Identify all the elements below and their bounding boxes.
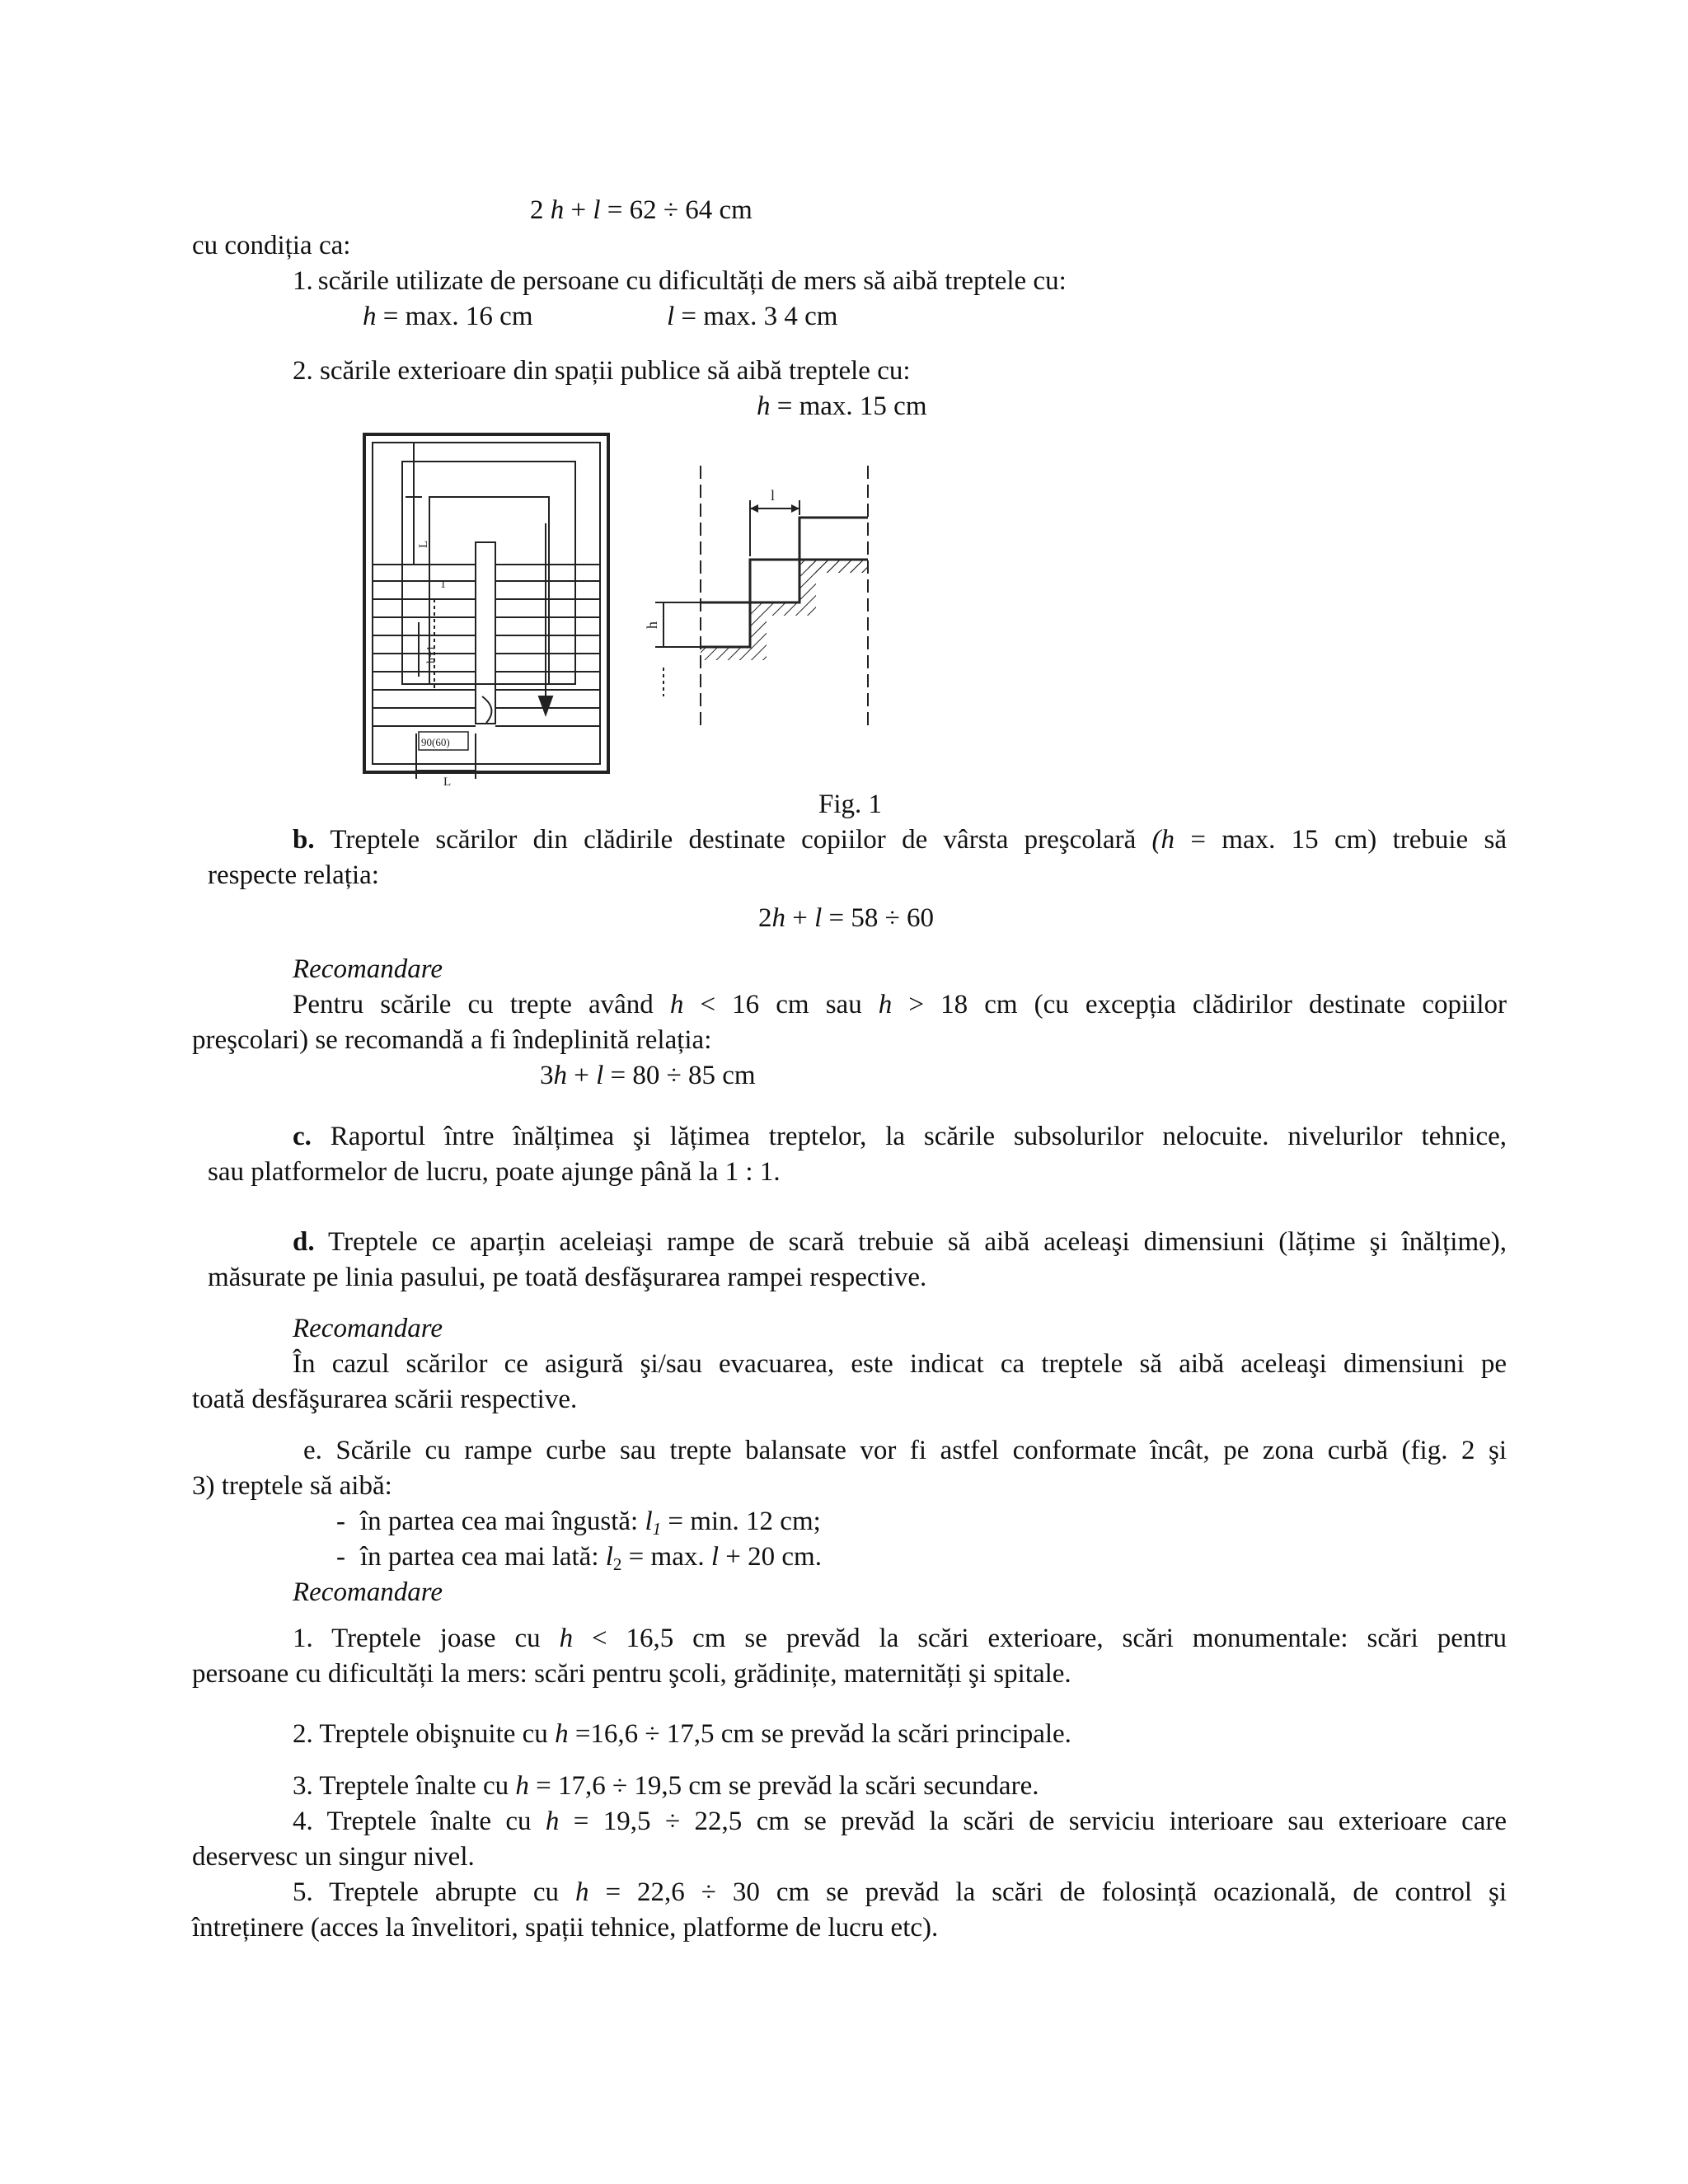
item-text: = 19,5 ÷ 22,5 cm se prevăd la scări de serviciu interioare sau exterioare care [559,1807,1507,1836]
var-l: l [710,1542,720,1572]
condition-1 [293,263,1067,299]
var-l: l [645,1507,653,1536]
recommendation-2-cont: toată desfăşurarea scării respective. [192,1385,578,1414]
condition-2: 2. scările exterioare din spații publice să aibă treptele cu: [293,356,911,386]
recommendation-title: Recomandare [293,1577,443,1607]
bullet-1 [336,1503,821,1540]
paragraph-var: (h [1151,825,1175,855]
var-l: l [605,1542,613,1572]
paragraph-text: Treptele scărilor din clădirile destinate copiilor de vârsta preşcolară [314,825,1152,855]
item-1 [293,1620,1507,1657]
plan-label-top: L [417,540,430,548]
bullet-value: = min. 12 cm; [661,1507,821,1536]
formula-c [540,1057,756,1094]
var-h: h [555,1719,569,1749]
paragraph-c [293,1118,1507,1155]
bullet-text: în partea cea mai lată: [360,1542,606,1572]
formula-var-h: h [771,903,785,933]
paragraph-letter: c. [293,1122,312,1151]
item-4-cont: deservesc un singur nivel. [192,1842,475,1872]
figure-caption: Fig. 1 [818,790,883,819]
var-h: h [574,1877,589,1907]
paragraph-c-cont: sau platformelor de lucru, poate ajunge până la 1 : 1. [208,1157,781,1187]
item-1-cont: persoane cu dificultăți la mers: scări pentru şcoli, grădinițe, maternități şi spitale. [192,1659,1071,1689]
item-text: 4. Treptele înalte cu [293,1807,546,1836]
formula-text: = 58 ÷ 60 [822,903,935,933]
plan-label-width: 90(60) [421,736,450,748]
var-h: h [669,990,684,1019]
paragraph-e-cont: 3) treptele să aibă: [192,1471,392,1501]
var-h: h [559,1624,574,1653]
formula-b [758,900,934,936]
formula-var-l: l [593,195,601,225]
var-h: h [545,1807,560,1836]
bullet-value: + 20 cm. [719,1542,822,1572]
value-text: = max. 15 cm [770,391,927,421]
paragraph-e: e. Scările cu rampe curbe sau trepte balansate vor fi astfel conformate încât, pe zona curbă (fig. 2 şi [303,1436,1507,1465]
item-text: 1. Treptele joase cu [293,1624,560,1653]
section-label-tread: l [771,487,776,504]
formula-var-l: l [596,1061,604,1090]
formula-text: 3 [540,1061,554,1090]
rec-text: Pentru scările cu trepte având [293,990,670,1019]
bullet-2 [336,1539,822,1575]
bullet-value: = max. [621,1542,711,1572]
formula-var-l: l [814,903,823,933]
formula-text: + [564,195,593,225]
paragraph-letter: b. [293,825,315,855]
step-section-drawing [639,457,886,729]
item-text: < 16,5 cm se prevăd la scări exterioare, scări monumentale: scări pentru [573,1624,1507,1653]
condition-intro: cu condiția ca: [192,231,351,260]
condition-1-l [667,298,837,335]
formula-var-h: h [553,1061,567,1090]
paragraph-d-cont: măsurate pe linia pasului, pe toată desfăşurarea rampei respective. [208,1263,927,1292]
section-label-riser: h [644,621,660,629]
paragraph-b [293,822,1507,858]
recommendation-title: Recomandare [293,954,443,984]
subscript: 1 [652,1519,662,1539]
subscript: 2 [612,1554,622,1574]
formula-text: + [567,1061,597,1090]
recommendation-title: Recomandare [293,1314,443,1343]
recommendation-1-text [293,987,1507,1023]
item-text: =16,6 ÷ 17,5 cm se prevăd la scări principale. [568,1719,1071,1749]
paragraph-d [293,1224,1507,1260]
formula-text: + [785,903,815,933]
formula-text: = 80 ÷ 85 cm [603,1061,756,1090]
var-h: h [515,1771,529,1801]
rec-text: > 18 cm (cu excepția clădirilor destinate copiilor [892,990,1507,1019]
item-text: = 22,6 ÷ 30 cm se prevăd la scări de folosință ocazională, de control şi [588,1877,1507,1907]
item-3 [293,1768,1039,1804]
rec-text: < 16 cm sau [683,990,879,1019]
paragraph-text: Raportul între înălțimea şi lățimea treptelor, la scările subsolurilor nelocuite. nivelurilor tehnice, [311,1122,1507,1151]
condition-text: scările utilizate de persoane cu dificultăți de mers să aibă treptele cu: [317,266,1067,296]
item-4 [293,1803,1507,1840]
item-text: 5. Treptele abrupte cu [293,1877,575,1907]
var-l: l [667,302,675,331]
item-text: = 17,6 ÷ 19,5 cm se prevăd la scări secundare. [528,1771,1039,1801]
formula-1 [530,192,753,228]
bullet-text: în partea cea mai îngustă: [360,1507,645,1536]
item-text: 2. Treptele obişnuite cu [293,1719,556,1749]
bullet-dash: - [336,1507,345,1536]
formula-var-h: h [550,195,565,225]
bullet-dash: - [336,1542,345,1572]
var-h: h [757,391,771,421]
paragraph-b-cont: respecte relația: [208,860,379,890]
plan-label-step: 1 [440,579,446,591]
var-h: h [363,302,377,331]
paragraph-text: = max. 15 cm) trebuie să [1175,825,1507,855]
paragraph-text: Treptele ce aparțin aceleiaşi rampe de scară trebuie să aibă aceleaşi dimensiuni (lățime şi înălțime), [314,1227,1507,1257]
var-h: h [878,990,893,1019]
item-2 [293,1716,1071,1752]
condition-1-h [363,298,533,335]
formula-text: 2 [758,903,772,933]
plan-label-bottom: L [443,776,452,787]
value-text: = max. 3 4 cm [674,302,838,331]
item-5 [293,1874,1507,1910]
plan-label-side: h+1 [425,645,438,663]
value-text: = max. 16 cm [376,302,533,331]
formula-text: = 62 ÷ 64 cm [600,195,753,225]
list-number: 1. [293,266,313,296]
recommendation-2-text: În cazul scărilor ce asigură şi/sau evacuarea, este indicat ca treptele să aibă aceleaşi dimensiuni pe [293,1349,1507,1379]
formula-text: 2 [530,195,551,225]
condition-2-value [757,388,927,424]
stair-plan-drawing [354,424,626,787]
recommendation-1-cont: preşcolari) se recomandă a fi îndeplinită relația: [192,1025,712,1055]
paragraph-letter: d. [293,1227,315,1257]
item-text: 3. Treptele înalte cu [293,1771,516,1801]
item-5-cont: întreținere (acces la învelitori, spații tehnice, platforme de lucru etc). [192,1913,939,1943]
